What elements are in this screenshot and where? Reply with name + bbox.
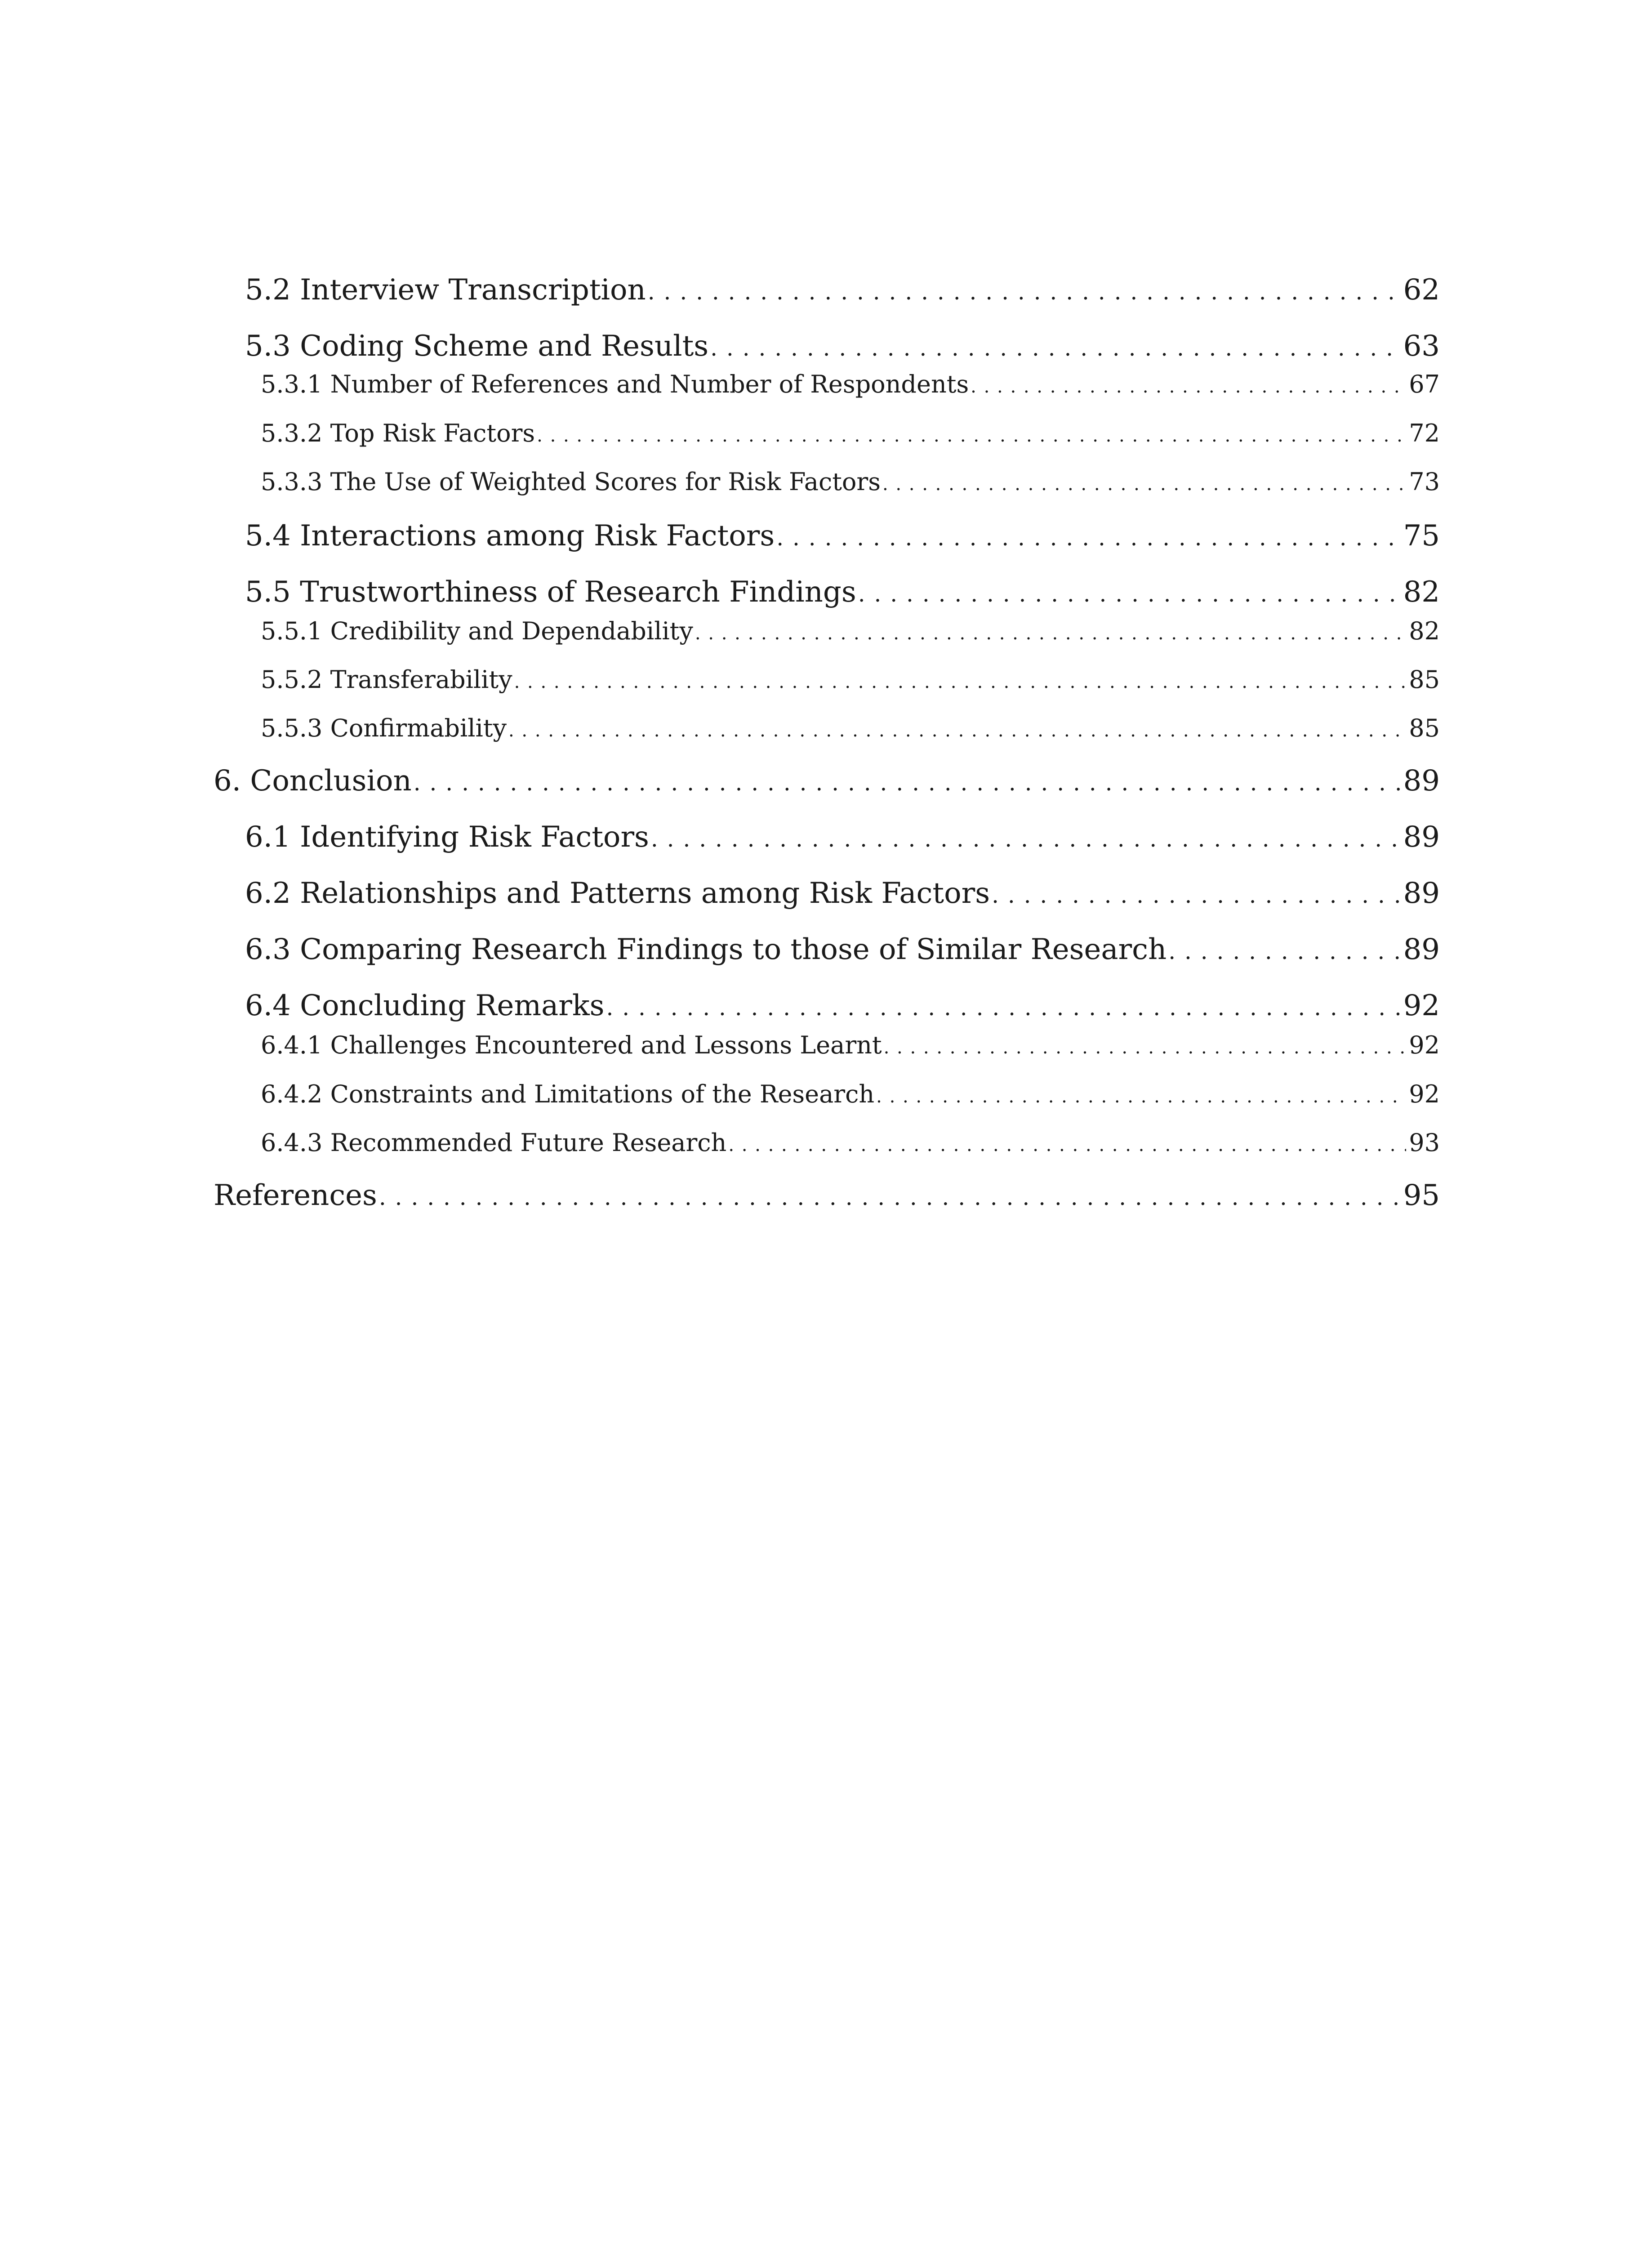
toc-entry-page: 82 [1403,575,1440,609]
toc-entry-page: 82 [1409,617,1440,645]
toc-entry-5-4[interactable] [245,519,1440,553]
dot-leader [1168,938,1400,964]
toc-entry-5-3-1[interactable] [261,370,1440,398]
toc-entry-page: 92 [1409,1080,1440,1108]
dot-leader [884,1037,1407,1058]
dot-leader [858,581,1401,607]
toc-entry-page: 89 [1403,821,1440,854]
toc-entry-5-5-3[interactable] [261,714,1440,742]
toc-entry-page: 72 [1409,419,1440,447]
toc-entry-label: 6.3 Comparing Research Findings to those of Similar Research [245,933,1167,966]
toc-entry-page: 63 [1403,330,1440,363]
toc-entry-label: 5.4 Interactions among Risk Factors [245,519,775,553]
dot-leader [514,672,1407,692]
dot-leader [728,1135,1406,1155]
toc-entry-5-5-1[interactable] [261,617,1440,645]
toc-entry-page: 89 [1403,933,1440,966]
toc-entry-5-3[interactable] [245,330,1440,363]
toc-entry-6[interactable] [214,764,1440,798]
toc-entry-label: 6.4.2 Constraints and Limitations of the Research [261,1080,875,1108]
toc-entry-label: 5.5.1 Credibility and Dependability [261,617,693,645]
toc-entry-5-5[interactable] [245,575,1440,609]
toc-entry-page: 95 [1403,1179,1440,1212]
toc-entry-page: 89 [1403,877,1440,910]
dot-leader [710,335,1400,361]
toc-entry-page: 62 [1403,273,1440,307]
dot-leader [876,1086,1406,1107]
toc-entry-page: 93 [1409,1128,1440,1157]
toc-entry-label: 5.2 Interview Transcription [245,273,646,307]
toc-entry-5-3-2[interactable] [261,419,1440,447]
toc-entry-page: 89 [1403,764,1440,798]
toc-entry-label: 5.3.3 The Use of Weighted Scores for Risk Factors [261,468,881,496]
dot-leader [537,425,1406,446]
toc-entry-page: 92 [1409,1031,1440,1059]
toc-entry-references[interactable] [214,1179,1440,1212]
toc-entry-page: 73 [1409,468,1440,496]
dot-leader [414,770,1401,796]
toc-entry-label: 6.4.1 Challenges Encountered and Lessons Learnt [261,1031,882,1059]
toc-entry-label: 5.5 Trustworthiness of Research Findings [245,575,856,609]
dot-leader [882,474,1406,495]
dot-leader [508,720,1406,741]
toc-entry-label: 5.5.2 Transferability [261,665,512,694]
toc-entry-label: 5.5.3 Confirmability [261,714,507,742]
dot-leader [379,1184,1401,1210]
toc-entry-label: 6.1 Identifying Risk Factors [245,821,649,854]
toc-entry-5-3-3[interactable] [261,468,1440,496]
toc-entry-6-2[interactable] [245,877,1440,910]
toc-entry-5-2[interactable] [245,273,1440,307]
toc-entry-6-4-1[interactable] [261,1031,1440,1059]
toc-entry-6-4-3[interactable] [261,1128,1440,1157]
toc-entry-label: 6.4.3 Recommended Future Research [261,1128,727,1157]
toc-entry-label: 6.2 Relationships and Patterns among Risk Factors [245,877,990,910]
dot-leader [695,623,1406,644]
toc-entry-page: 85 [1409,665,1440,694]
dot-leader [971,376,1406,397]
toc-entry-page: 75 [1403,519,1440,553]
toc-entry-label: 5.3.1 Number of References and Number of Respondents [261,370,969,398]
toc-entry-label: References [214,1179,377,1212]
toc-entry-label: 6. Conclusion [214,764,412,798]
toc-entry-page: 67 [1409,370,1440,398]
toc-entry-5-5-2[interactable] [261,665,1440,694]
toc-entry-6-1[interactable] [245,821,1440,854]
dot-leader [776,525,1400,551]
toc-entry-page: 85 [1409,714,1440,742]
toc-entry-label: 5.3.2 Top Risk Factors [261,419,535,447]
dot-leader [651,826,1401,852]
toc-entry-label: 5.3 Coding Scheme and Results [245,330,709,363]
toc-entry-6-4-2[interactable] [261,1080,1440,1108]
dot-leader [606,995,1400,1021]
dot-leader [992,882,1401,908]
dot-leader [648,279,1401,305]
toc-entry-label: 6.4 Concluding Remarks [245,989,605,1022]
toc-entry-6-3[interactable] [245,933,1440,966]
toc-entry-page: 92 [1403,989,1440,1022]
toc-entry-6-4[interactable] [245,989,1440,1022]
